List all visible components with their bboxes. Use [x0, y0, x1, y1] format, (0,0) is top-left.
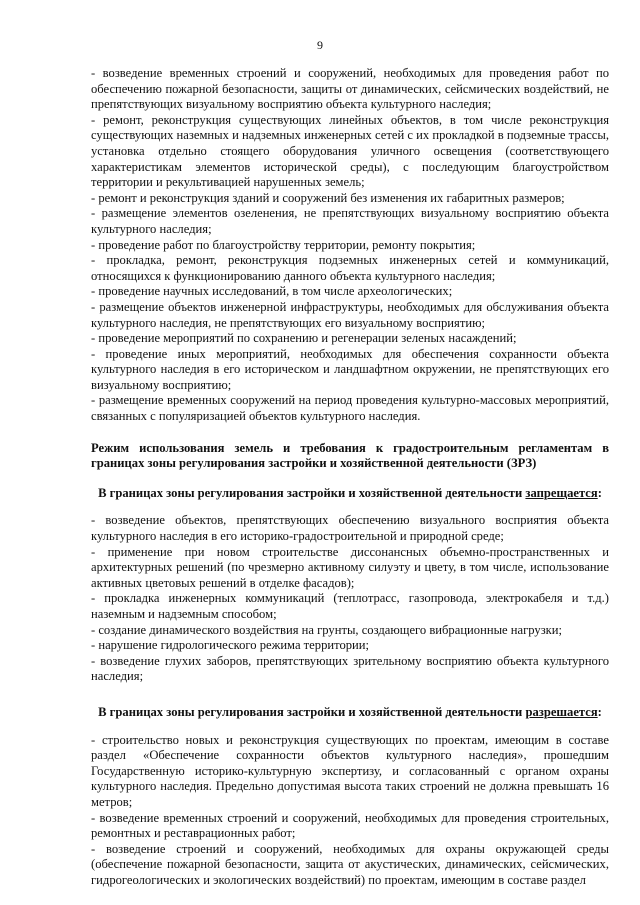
prohibited-list — [91, 513, 609, 685]
list-item: - проведение иных мероприятий, необходимых для обеспечения сохранности объекта культурного наследия в его историческом и ландшафтном окружении, не препятствующих его визуальному восприятию; — [91, 346, 609, 392]
list-item: - прокладка инженерных коммуникаций (теплотрасс, газопровода, электрокабеля и т.д.) наземным и надземным способом; — [91, 591, 609, 621]
list-item: - ремонт и реконструкция зданий и сооружений без изменения их габаритных размеров; — [91, 190, 565, 205]
permitted-works-list — [91, 66, 609, 425]
prohibited-heading — [91, 486, 609, 502]
list-item: - возведение глухих заборов, препятствующих зрительному восприятию объекта культурного наследия; — [91, 653, 609, 684]
allowed-colon: : — [597, 704, 602, 719]
list-item: - нарушение гидрологического режима территории; — [91, 638, 370, 653]
list-item: - размещение временных сооружений на период проведения культурно-массовых мероприятий, связанных с популяризацией объектов культурного наследия. — [91, 393, 609, 424]
allowed-list — [91, 733, 609, 889]
prohibited-colon: : — [597, 485, 602, 500]
list-item: - возведение временных строений и сооружений, необходимых для проведения строительных, ремонтных и реставрационных работ; — [91, 810, 609, 841]
list-item: - строительство новых и реконструкция существующих по проектам, имеющим в составе раздел «Обеспечение сохранности объектов культурного наследия», прошедшим Государственную историко-культурную экспертизу, и согласованный с органом охраны культурного наследия. Предельно допустимая высота таких строений не должна превышать 16 метров; — [91, 732, 609, 809]
list-item: - создание динамического воздействия на грунты, создающего вибрационные нагрузки; — [91, 622, 563, 637]
list-item: - проведение работ по благоустройству территории, ремонту покрытия; — [91, 237, 476, 252]
list-item: - возведение объектов, препятствующих обеспечению визуального восприятия объекта культурного наследия в его историко-градостроительной и природной среде; — [91, 513, 609, 544]
list-item: - проведение мероприятий по сохранению и регенерации зеленых насаждений; — [91, 331, 517, 346]
prohibited-heading-text: В границах зоны регулирования застройки и хозяйственной деятельности — [98, 485, 526, 500]
list-item: - проведение научных исследований, в том числе археологических; — [91, 284, 453, 299]
list-item: - размещение объектов инженерной инфраструктуры, необходимых для обслуживания объекта культурного наследия, не препятствующих его визуальному восприятию; — [91, 299, 609, 330]
prohibited-keyword: запрещается — [525, 485, 598, 500]
list-item: - ремонт, реконструкция существующих линейных объектов, в том числе реконструкция существующих наземных и надземных инженерных сетей с их прокладкой в подземные трассы, установка отдельно стоящего оборудования уличного освещения (соответствующего характеристикам элементов исторической среды), с последующим благоустройством территории и рекультивацией нарушенных земель; — [91, 112, 609, 190]
list-item: - возведение строений и сооружений, необходимых для охраны окружающей среды (обеспечение пожарной безопасности, защита от акустических, динамических, сейсмических, гидрогеологических и экологических воздействий) по проектам, имеющим в составе раздел — [91, 841, 609, 887]
allowed-keyword: разрешается — [525, 704, 598, 719]
page-body — [91, 66, 609, 889]
section-heading-zrz: Режим использования земель и требования к градостроительным регламентам в границах зоны регулирования застройки и хозяйственной деятельности (ЗРЗ) — [91, 440, 609, 471]
page-number: 9 — [317, 38, 323, 52]
list-item: - применение при новом строительстве диссонансных объемно-пространственных и архитектурных решений (по чрезмерно активному силуэту и цвету, в том числе, использование активных цветовых решений в отделке фасадов); — [91, 544, 609, 590]
list-item: - размещение элементов озеленения, не препятствующих визуальному восприятию объекта культурного наследия; — [91, 206, 609, 236]
list-item: - прокладка, ремонт, реконструкция подземных инженерных сетей и коммуникаций, относящихся к функционированию данного объекта культурного наследия; — [91, 253, 609, 283]
list-item: - возведение временных строений и сооружений, необходимых для проведения работ по обеспечению пожарной безопасности, защиты от динамических, сейсмических воздействий, не препятствующих визуальному восприятию объекта культурного наследия; — [91, 66, 609, 112]
allowed-heading — [91, 705, 609, 721]
allowed-heading-text: В границах зоны регулирования застройки и хозяйственной деятельности — [98, 704, 526, 719]
